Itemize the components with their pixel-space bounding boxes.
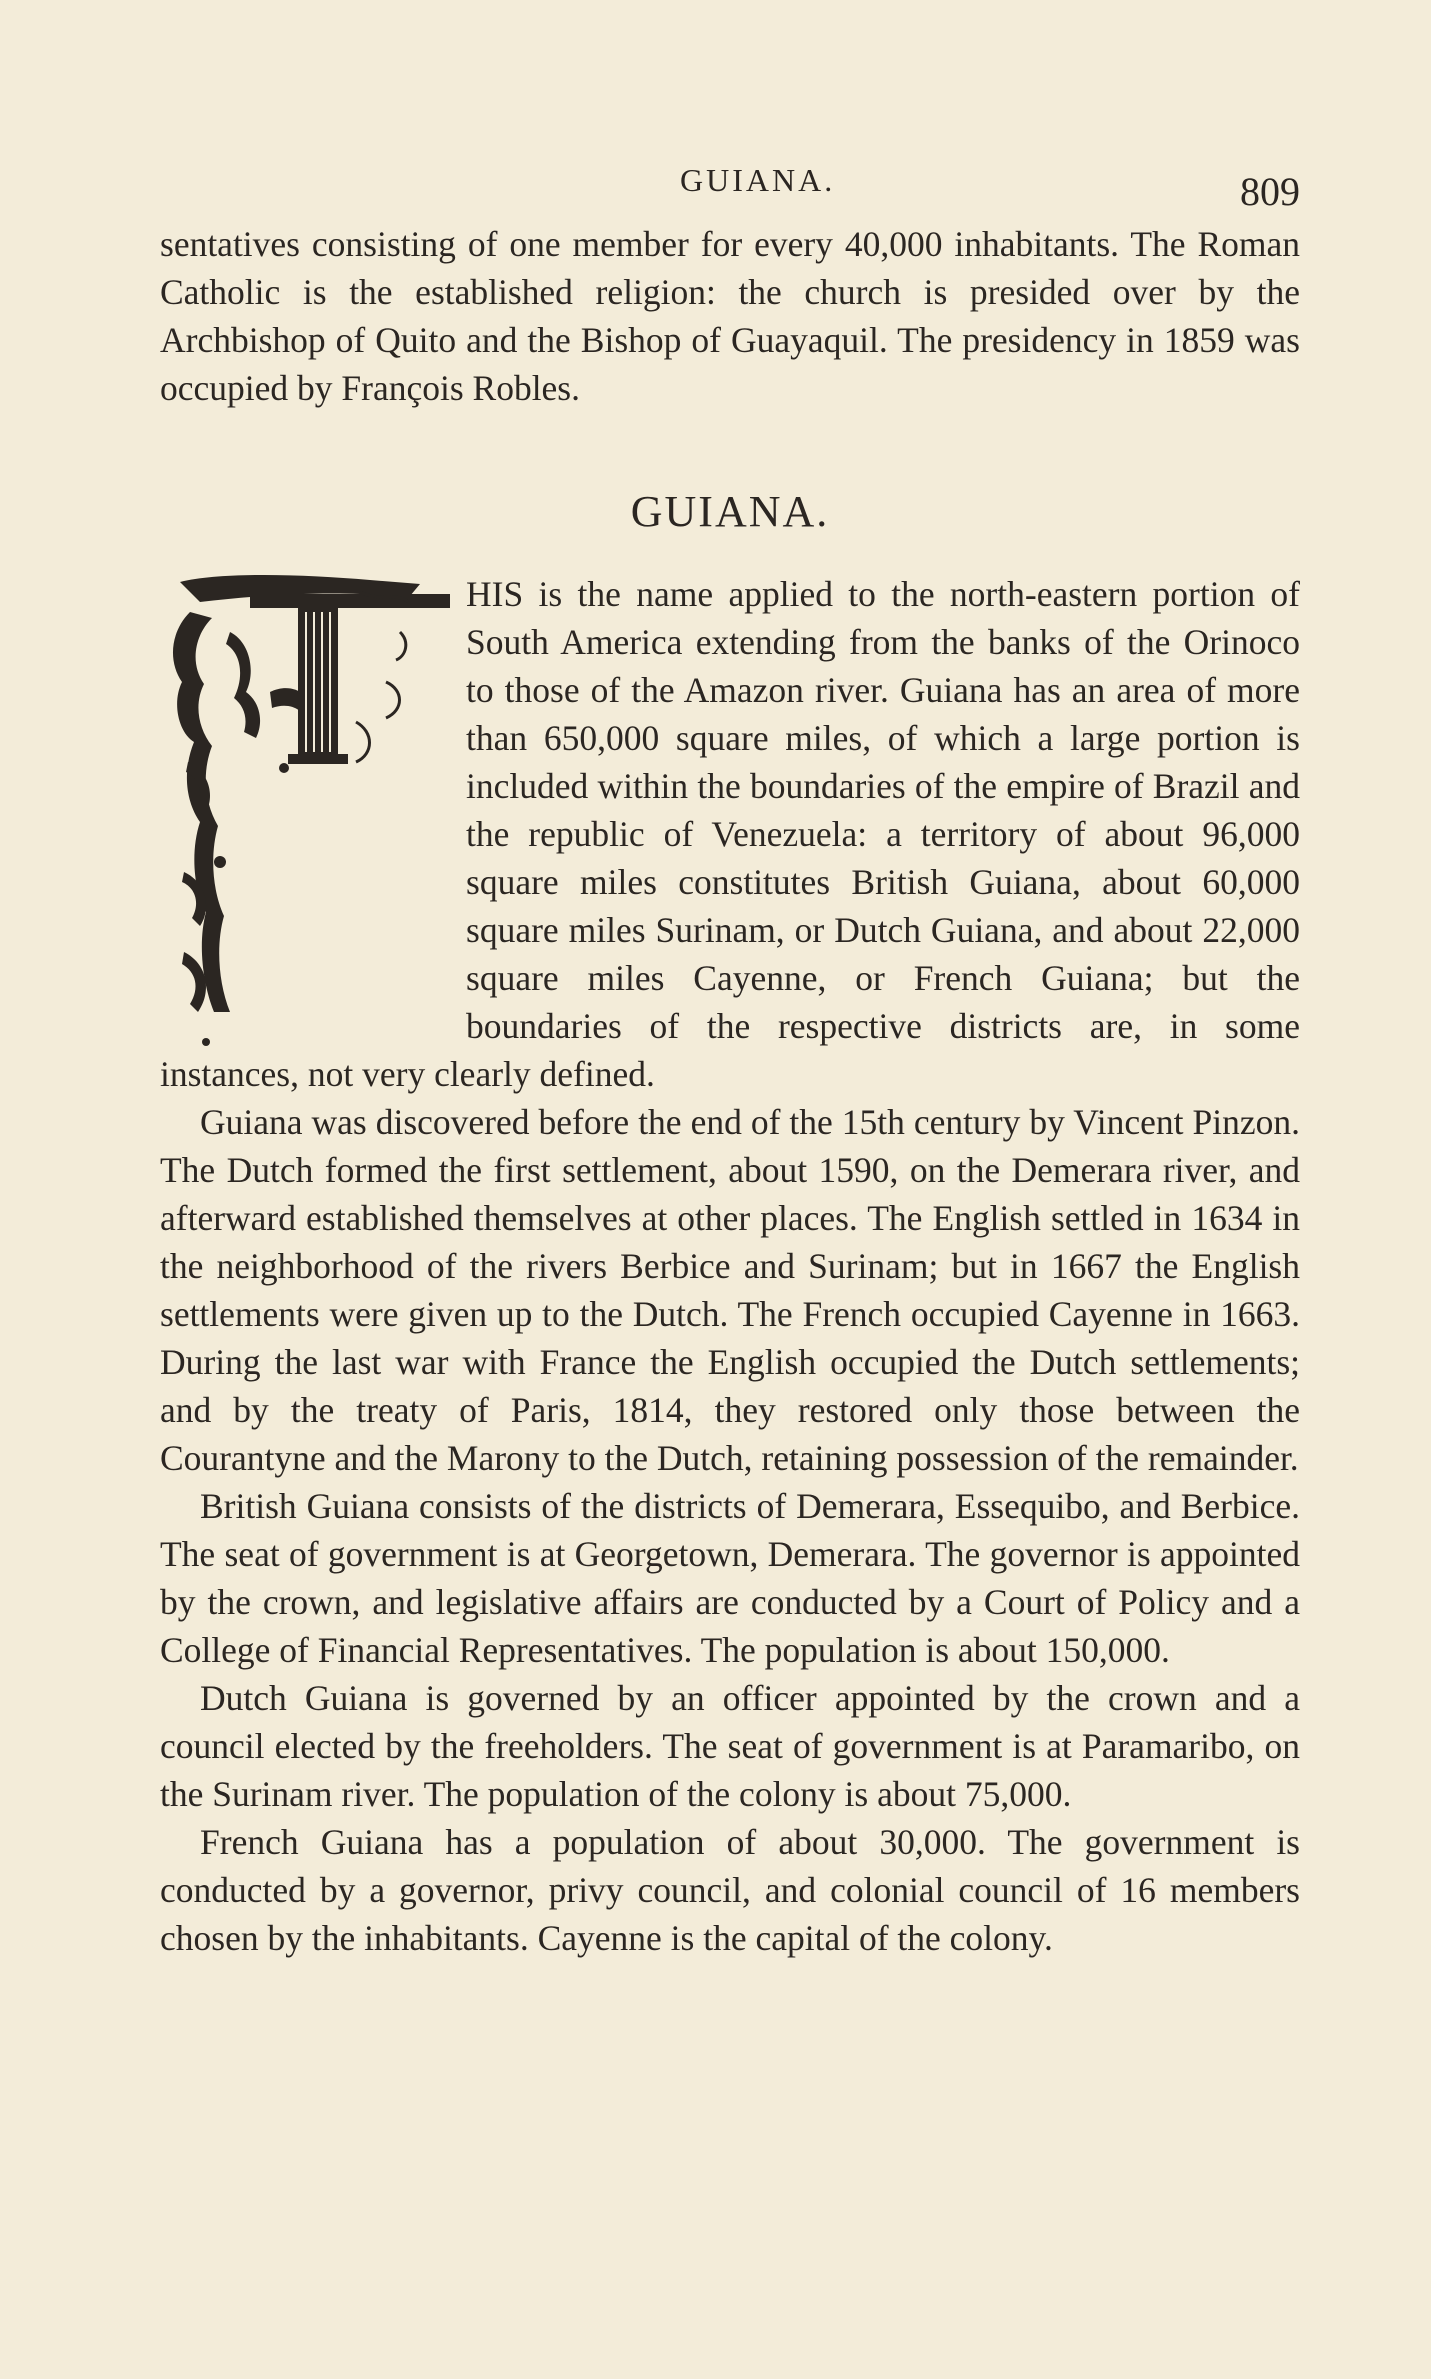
decorative-initial-t <box>160 572 456 1046</box>
paragraph-history: Guiana was discovered before the end of the 15th century by Vincent Pinzon. The Dutch formed the first settlement, about 1590, on the Demerara river, and afterward established themselves at other places. The English settled in 1634 in the neighborhood of the rivers Berbice and Surinam; but in 1667 the English settlements were given up to the Dutch. The French occupied Cayenne in 1663. During the last war with France the English occupied the Dutch settlements; and by the treaty of Paris, 1814, they restored only those between the Courantyne and the Marony to the Dutch, retaining possession of the remainder. <box>160 1102 1300 1478</box>
paragraph-dutch-guiana: Dutch Guiana is governed by an officer appointed by the crown and a council elected by the freeholders. The seat of government is at Paramaribo, on the Surinam river. The population of the colony is about 75,000. <box>160 1678 1300 1814</box>
opening-paragraph-text: HIS is the name applied to the north-eastern portion of South America extending from the banks of the Orinoco to those of the Amazon river. Guiana has an area of more than 650,000 square miles, of which a large portion is included within the boundaries of the empire of Brazil and the republic of Venezuela: a territory of about 96,000 square miles constitutes British Guiana, about 60,000 square miles Surinam, or Dutch Guiana, and about 22,000 square miles Cayenne, or French Guiana; but the boundaries of the respective districts are, in some instances, not very clearly defined. <box>160 574 1300 1094</box>
paragraph-french-guiana: French Guiana has a population of about 30,000. The government is conducted by a governor, privy council, and colonial council of 16 members chosen by the inhabitants. Cayenne is the capital of the colony. <box>160 1822 1300 1958</box>
running-head <box>0 150 1431 214</box>
running-title: GUIANA. <box>680 162 836 198</box>
page-number: 809 <box>1240 169 1300 214</box>
paragraph-british-guiana: British Guiana consists of the districts of Demerara, Essequibo, and Berbice. The seat of government is at Georgetown, Demerara. The governor is appointed by the crown, and legislative affairs are conducted by a Court of Policy and a College of Financial Representatives. The population is about 150,000. <box>160 1486 1300 1670</box>
section-opening <box>160 570 1300 1098</box>
text-column <box>160 220 1300 2002</box>
continuation-paragraph: sentatives consisting of one member for every 40,000 inhabitants. The Roman Catholic is the established religion: the church is presided over by the Archbishop of Quito and the Bishop of Guayaquil. The presidency in 1859 was occupied by François Robles. <box>160 224 1300 408</box>
section-title: GUIANA. <box>630 487 830 536</box>
bottom-margin <box>160 1962 1300 2002</box>
